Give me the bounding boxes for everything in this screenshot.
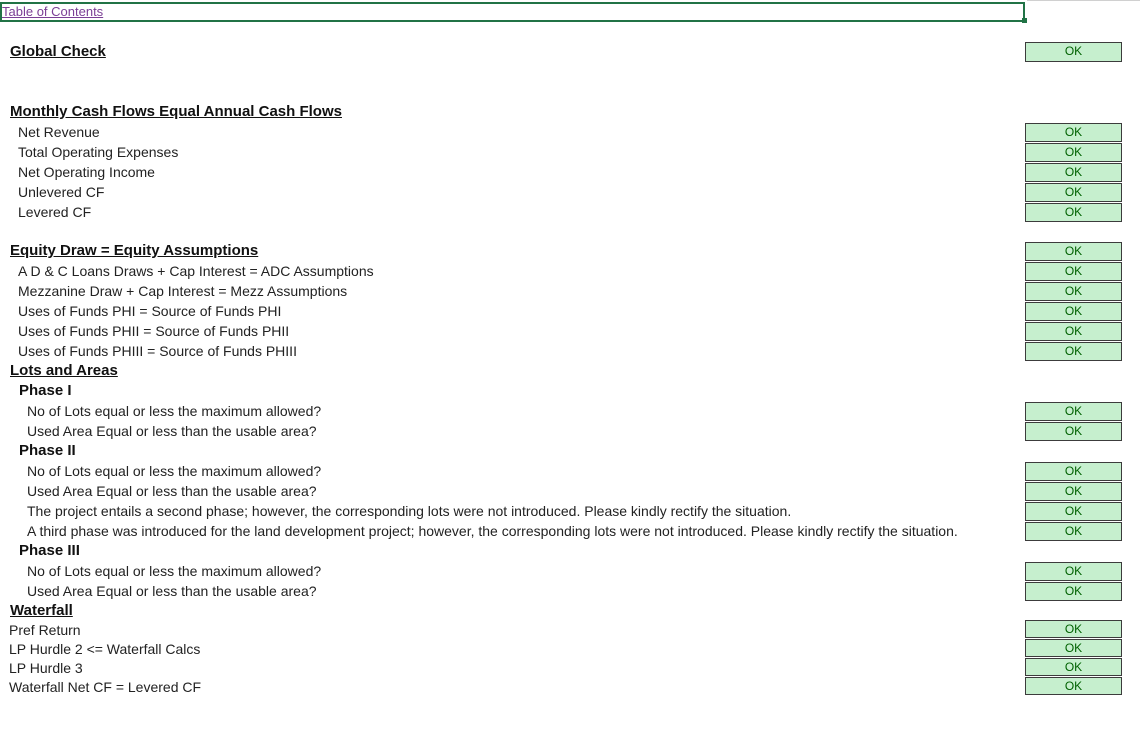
check-label: Levered CF <box>18 204 92 220</box>
check-status[interactable]: OK <box>1025 123 1122 142</box>
check-label: Uses of Funds PHIII = Source of Funds PHIII <box>18 343 297 359</box>
check-label: Used Area Equal or less than the usable area? <box>27 423 317 439</box>
check-label: LP Hurdle 3 <box>9 660 83 676</box>
check-status[interactable]: OK <box>1025 183 1122 202</box>
check-status[interactable]: OK <box>1025 342 1122 361</box>
phase-3-title: Phase III <box>19 542 80 559</box>
check-status[interactable]: OK <box>1025 620 1122 638</box>
monthly-cash-flows-title: Monthly Cash Flows Equal Annual Cash Flows <box>10 103 342 120</box>
gridline <box>1027 0 1140 1</box>
check-status[interactable]: OK <box>1025 462 1122 481</box>
check-label: LP Hurdle 2 <= Waterfall Calcs <box>9 641 201 657</box>
fill-handle[interactable] <box>1022 18 1027 23</box>
table-of-contents-link[interactable]: Table of Contents <box>2 4 104 19</box>
check-label: No of Lots equal or less the maximum allowed? <box>27 563 322 579</box>
check-status[interactable]: OK <box>1025 639 1122 657</box>
global-check-title: Global Check <box>10 43 106 60</box>
check-status[interactable]: OK <box>1025 322 1122 341</box>
waterfall-title: Waterfall <box>10 602 73 619</box>
check-label: Net Operating Income <box>18 164 155 180</box>
check-status[interactable]: OK <box>1025 522 1122 541</box>
check-status[interactable]: OK <box>1025 402 1122 421</box>
check-status[interactable]: OK <box>1025 242 1122 261</box>
check-label: The project entails a second phase; however, the corresponding lots were not introduced. Please kindly rectify the situation. <box>27 503 792 519</box>
check-status[interactable]: OK <box>1025 302 1122 321</box>
check-label: Net Revenue <box>18 124 100 140</box>
check-label: No of Lots equal or less the maximum allowed? <box>27 463 322 479</box>
check-status[interactable]: OK <box>1025 562 1122 581</box>
check-status[interactable]: OK <box>1025 502 1122 521</box>
phase-2-title: Phase II <box>19 442 76 459</box>
check-status[interactable]: OK <box>1025 203 1122 222</box>
check-label: A D & C Loans Draws + Cap Interest = ADC Assumptions <box>18 263 374 279</box>
check-label: Pref Return <box>9 622 81 638</box>
check-label: Uses of Funds PHII = Source of Funds PHII <box>18 323 290 339</box>
check-status[interactable]: OK <box>1025 262 1122 281</box>
check-status[interactable]: OK <box>1025 582 1122 601</box>
check-label: No of Lots equal or less the maximum allowed? <box>27 403 322 419</box>
check-label: Used Area Equal or less than the usable area? <box>27 583 317 599</box>
phase-1-title: Phase I <box>19 382 72 399</box>
lots-and-areas-title: Lots and Areas <box>10 362 118 379</box>
check-label: Uses of Funds PHI = Source of Funds PHI <box>18 303 282 319</box>
check-status[interactable]: OK <box>1025 677 1122 695</box>
check-label: A third phase was introduced for the land development project; however, the corresponding lots were not introduced. Please kindly rectify the situation. <box>27 523 958 539</box>
equity-draw-title: Equity Draw = Equity Assumptions <box>10 242 259 259</box>
check-status[interactable]: OK <box>1025 143 1122 162</box>
check-status[interactable]: OK <box>1025 163 1122 182</box>
check-status[interactable]: OK <box>1025 482 1122 501</box>
selected-cell[interactable] <box>0 2 1025 22</box>
check-status[interactable]: OK <box>1025 282 1122 301</box>
check-label: Used Area Equal or less than the usable area? <box>27 483 317 499</box>
check-status[interactable]: OK <box>1025 658 1122 676</box>
check-label: Mezzanine Draw + Cap Interest = Mezz Assumptions <box>18 283 348 299</box>
check-label: Unlevered CF <box>18 184 105 200</box>
global-check-status[interactable]: OK <box>1025 42 1122 62</box>
check-label: Waterfall Net CF = Levered CF <box>9 679 202 695</box>
check-label: Total Operating Expenses <box>18 144 179 160</box>
check-status[interactable]: OK <box>1025 422 1122 441</box>
